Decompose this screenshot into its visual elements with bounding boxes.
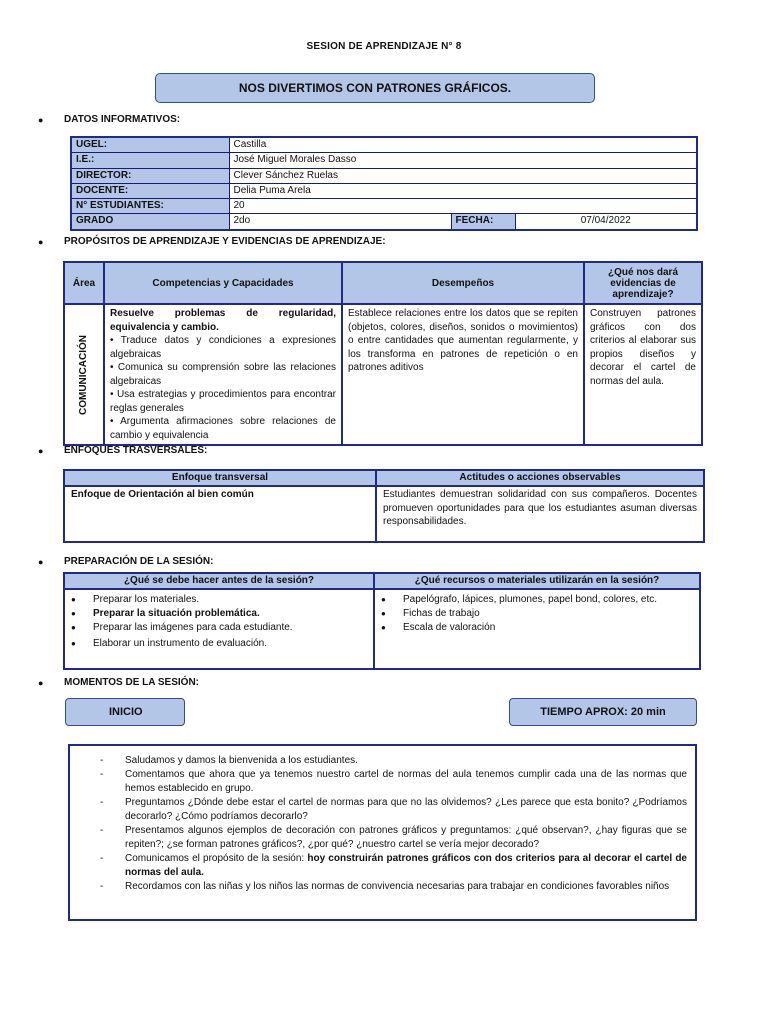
- capacidad-item: • Argumenta afirmaciones sobre relaciones de cambio y equivalencia: [110, 416, 336, 441]
- bullet-icon: ●: [381, 609, 386, 618]
- tiempo-badge: TIEMPO APROX: 20 min: [509, 698, 697, 726]
- antes-cell: [64, 589, 374, 669]
- ugel-value: Castilla: [229, 137, 697, 153]
- table-row: [64, 589, 700, 669]
- list-item: [71, 593, 367, 607]
- proposito-intro: Comunicamos el propósito de la sesión:: [125, 853, 305, 864]
- table-row: [71, 137, 697, 153]
- list-item-text: Preparar la situación problemática.: [93, 608, 260, 619]
- capacidad-item: • Comunica su comprensión sobre las relaciones algebraicas: [110, 362, 336, 387]
- dash-icon: -: [100, 769, 104, 780]
- header-antes: ¿Qué se debe hacer antes de la sesión?: [64, 573, 374, 589]
- header-evidencias: ¿Qué nos dará evidencias de aprendizaje?: [584, 262, 702, 304]
- capacidad-item: • Traduce datos y condiciones a expresiones algebraicas: [110, 335, 336, 360]
- list-item-text: Presentamos algunos ejemplos de decoración con patrones gráficos y preguntamos: ¿qué observan?, ¿hay figuras que se repiten?; ¿se forman patrones gráficos?, ¿por qué? ¿nuestro cartel se vería mejor decorado?: [125, 825, 687, 850]
- area-cell: [64, 304, 104, 445]
- header-desempenos: Desempeños: [342, 262, 584, 304]
- list-item: [100, 852, 687, 880]
- competencia-title: Resuelve problemas de regularidad, equivalencia y cambio.: [110, 308, 336, 333]
- list-item: [381, 607, 693, 621]
- table-header-row: [64, 262, 702, 304]
- list-item: [71, 637, 367, 651]
- table-row: [71, 183, 697, 198]
- enfoque-cell: Enfoque de Orientación al bien común: [64, 486, 376, 542]
- list-item-text: Preparar los materiales.: [93, 594, 200, 605]
- bullet-icon: ●: [71, 595, 76, 604]
- header-area: Área: [64, 262, 104, 304]
- grado-label: GRADO: [71, 214, 229, 230]
- bullet-icon: ●: [381, 595, 386, 604]
- actitudes-cell: Estudiantes demuestran solidaridad con sus compañeros. Docentes promueven oportunidades para que los estudiantes asuman diversas responsabilidades.: [376, 486, 704, 542]
- dash-icon: -: [100, 881, 104, 892]
- list-item: [381, 593, 693, 607]
- table-header-row: [64, 470, 704, 486]
- table-header-row: [64, 573, 700, 589]
- momentos-box: [68, 744, 697, 921]
- table-row: [71, 199, 697, 214]
- enfoques-table: [63, 469, 705, 543]
- estudiantes-value: 20: [229, 199, 697, 214]
- table-row: [64, 304, 702, 445]
- list-item-text: Papelógrafo, lápices, plumones, papel bond, colores, etc.: [403, 594, 658, 605]
- bullet-icon: ●: [71, 639, 76, 648]
- section-momentos-label: MOMENTOS DE LA SESIÓN:: [64, 677, 200, 688]
- list-item-text: Comentamos que ahora que ya tenemos nuestro cartel de normas del aula tenemos cumplir cada una de las normas que hemos establecido en grupo.: [125, 769, 687, 794]
- fecha-label: FECHA:: [451, 214, 515, 230]
- list-item: [100, 796, 687, 824]
- list-item: [381, 621, 693, 635]
- competencias-cell: [104, 304, 342, 445]
- ugel-label: UGEL:: [71, 137, 229, 153]
- preparacion-table: [63, 572, 701, 670]
- grado-value: 2do: [229, 214, 451, 230]
- section-preparacion-label: PREPARACIÓN DE LA SESIÓN:: [64, 556, 214, 567]
- list-item-text: Preparar las imágenes para cada estudiante.: [93, 622, 293, 633]
- section-datos-label: DATOS INFORMATIVOS:: [64, 114, 181, 125]
- recursos-cell: [374, 589, 700, 669]
- list-item: [71, 607, 367, 621]
- list-item-text: Preguntamos ¿Dónde debe estar el cartel de normas para que no las olvidemos? ¿Les parece que esta bonito? ¿Podríamos decorarlo? ¿Cómo podríamos decorarlo?: [125, 797, 687, 822]
- fecha-value: 07/04/2022: [515, 214, 697, 230]
- list-item-text: Recordamos con las niñas y los niños las normas de convivencia necesarias para trabajar en condiciones favorables niños: [125, 881, 670, 892]
- ie-value: José Miguel Morales Dasso: [229, 153, 697, 168]
- ie-label: I.E.:: [71, 153, 229, 168]
- docente-value: Delia Puma Arela: [229, 183, 697, 198]
- section-datos: [38, 114, 180, 125]
- bullet-icon: ●: [71, 623, 76, 632]
- dash-icon: -: [100, 755, 104, 766]
- header-enfoque: Enfoque transversal: [64, 470, 376, 486]
- table-row: [71, 153, 697, 168]
- table-row: [64, 486, 704, 542]
- bullet-icon: ●: [38, 677, 44, 688]
- list-item: [100, 824, 687, 852]
- section-enfoques: [38, 445, 207, 456]
- dash-icon: -: [100, 797, 104, 808]
- list-item-text: [125, 852, 687, 880]
- list-item-text: Fichas de trabajo: [403, 608, 480, 619]
- section-propositos-label: PROPÓSITOS DE APRENDIZAJE Y EVIDENCIAS DE APRENDIZAJE:: [64, 236, 386, 247]
- section-propositos: [38, 236, 386, 247]
- session-title: NOS DIVERTIMOS CON PATRONES GRÁFICOS.: [155, 73, 595, 103]
- section-momentos: [38, 677, 199, 688]
- area-label: COMUNICACIÓN: [78, 334, 90, 415]
- list-item: [100, 754, 687, 768]
- list-item-text: Saludamos y damos la bienvenida a los estudiantes.: [125, 755, 358, 766]
- proposito-text: hoy construirán patrones gráficos con dos criterios para al decorar el cartel de normas del aula.: [125, 853, 687, 878]
- director-label: DIRECTOR:: [71, 168, 229, 183]
- section-preparacion: [38, 556, 213, 567]
- dash-icon: -: [100, 853, 104, 864]
- director-value: Clever Sánchez Ruelas: [229, 168, 697, 183]
- propositos-table: [63, 261, 703, 446]
- capacidad-item: • Usa estrategias y procedimientos para encontrar reglas generales: [110, 389, 336, 414]
- header-competencias: Competencias y Capacidades: [104, 262, 342, 304]
- bullet-icon: ●: [71, 609, 76, 618]
- docente-label: DOCENTE:: [71, 183, 229, 198]
- list-item: [100, 880, 687, 894]
- bullet-icon: ●: [38, 445, 44, 456]
- list-item-text: Elaborar un instrumento de evaluación.: [93, 638, 267, 649]
- bullet-icon: ●: [38, 114, 44, 125]
- list-item-text: Escala de valoración: [403, 622, 496, 633]
- document-header: SESION DE APRENDIZAJE N° 8: [306, 41, 462, 52]
- bullet-icon: ●: [381, 623, 386, 632]
- section-enfoques-label: ENFOQUES TRASVERSALES:: [64, 445, 208, 456]
- inicio-badge: INICIO: [65, 698, 185, 726]
- header-actitudes: Actitudes o acciones observables: [376, 470, 704, 486]
- table-row: [71, 168, 697, 183]
- dash-icon: -: [100, 825, 104, 836]
- bullet-icon: ●: [38, 556, 44, 567]
- list-item: [100, 768, 687, 796]
- evidencia-cell: Construyen patrones gráficos con dos criterios al elaborar sus propios diseños y decorar el cartel de normas del aula.: [584, 304, 702, 445]
- desempeno-cell: Establece relaciones entre los datos que se repiten (objetos, colores, diseños, sonidos o movimientos) o entre cantidades que aumentan regularmente, y los transforma en patrones de repetición o en patrones aditivos: [342, 304, 584, 445]
- header-recursos: ¿Qué recursos o materiales utilizarán en la sesión?: [374, 573, 700, 589]
- estudiantes-label: N° ESTUDIANTES:: [71, 199, 229, 214]
- list-item: [71, 621, 367, 635]
- info-table: [70, 136, 698, 231]
- table-row: [71, 214, 697, 230]
- bullet-icon: ●: [38, 236, 44, 247]
